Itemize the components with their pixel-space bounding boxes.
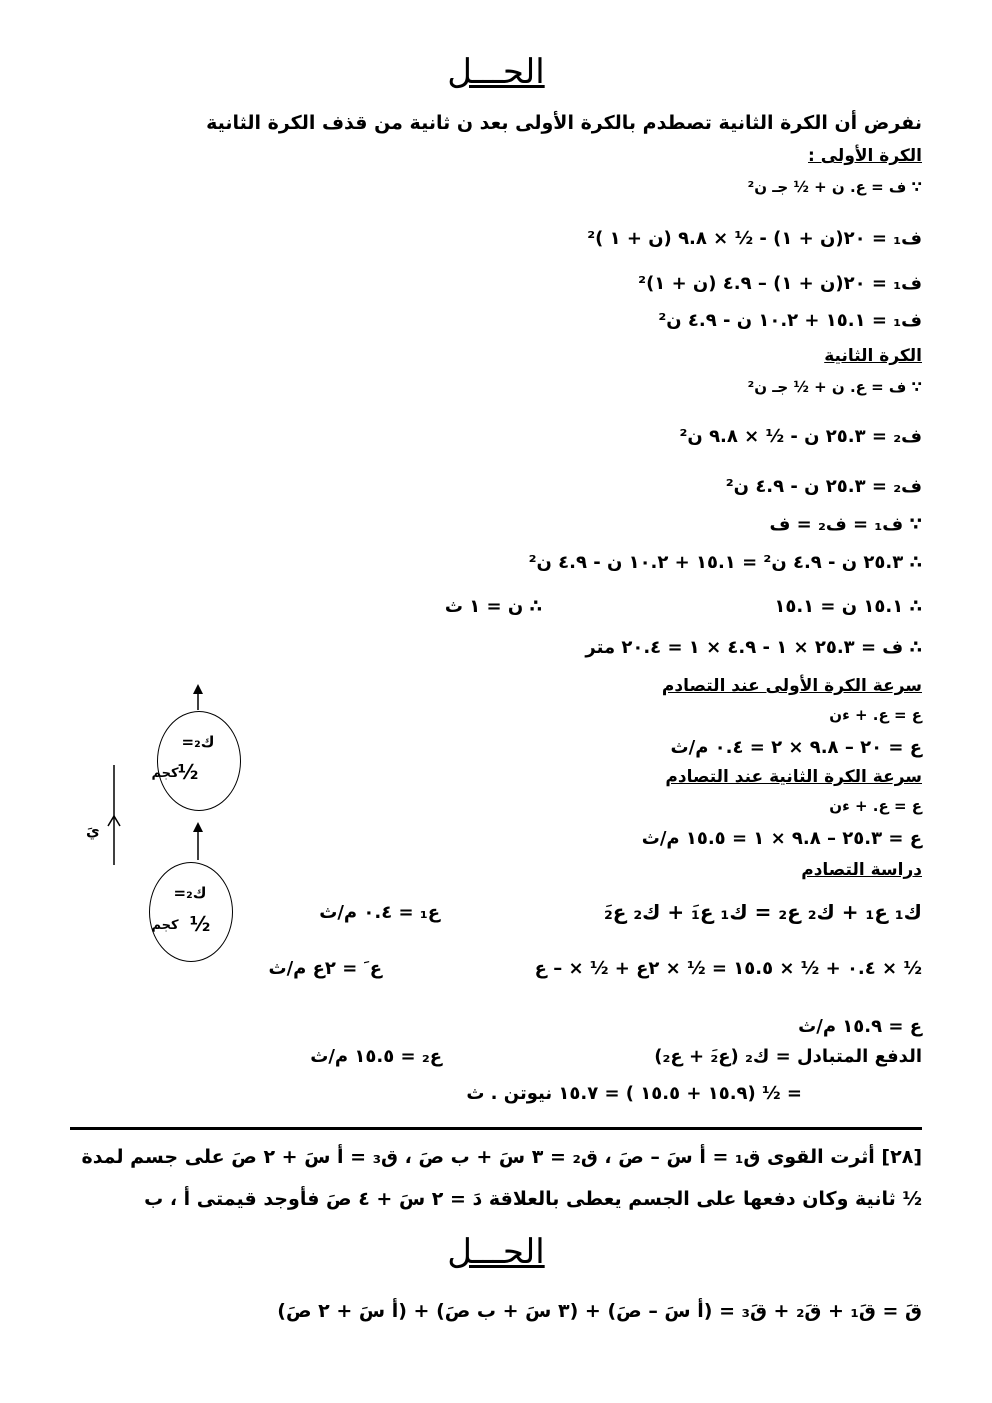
collision-result: ع = ١٥.٩ م/ث: [798, 1016, 922, 1037]
speed-second-calc: ع = ٢٥.٣ – ٩.٨ × ١ = ١٥.٥ م/ث: [641, 828, 922, 849]
collision-v1-prime: ع َ = ٢ع م/ث: [268, 958, 382, 979]
second-ball-eq4: ∴ ٢٥.٣ ن - ٤.٩ ن² = ١٥.١ + ١٠.٢ ن - ٤.٩ ن²: [528, 552, 922, 573]
solution2-heading: الحـــل: [447, 1232, 545, 1272]
speed-first-formula: ع = ع. + ءن: [829, 706, 922, 724]
ball-top-mass: ك₂=: [181, 733, 215, 751]
problem-line-1: [٢٨] أثرت القوى ق₁ = أ سَ – صَ ، ق₂ = ٣ سَ + ب صَ ، ق₃ = أ سَ + ٢ صَ على جسم لمدة: [81, 1146, 922, 1168]
second-ball-eq2: ف₂ = ٢٥.٣ ن - ٤.٩ ن²: [725, 476, 922, 497]
ball-bottom-unit: كجم: [151, 918, 179, 933]
second-ball-eq0: ∵ ف = ع. ن + ½ جـ ن²: [747, 378, 922, 396]
collision-title: دراسة التصادم: [801, 860, 922, 880]
speed-second-title: سرعة الكرة الثانية عند التصادم: [665, 767, 922, 787]
section-divider: [70, 1127, 922, 1130]
ball-bottom-half: ½: [189, 912, 211, 936]
first-ball-eq1: ف₁ = ٢٠(ن + ١) - ½ × ٩.٨ (ن + ١ )²: [587, 228, 922, 249]
first-ball-eq3: ف₁ = ١٥.١ + ١٠.٢ ن - ٤.٩ ن²: [658, 310, 922, 331]
first-ball-eq2: ف₁ = ٢٠(ن + ١) – ٤.٩ (ن + ١)²: [638, 273, 922, 294]
arrow-head-middle: [193, 822, 203, 832]
intro-text: نفرض أن الكرة الثانية تصطدم بالكرة الأولى بعد ن ثانية من قذف الكرة الثانية: [206, 112, 922, 134]
second-ball-eq6: ∴ ف = ٢٥.٣ × ١ - ٤.٩ × ١ = ٢٠.٤ متر: [585, 637, 922, 658]
collision-calc: ½ × ٠.٤ + ½ × ١٥.٥ = ½ × ٢ع + ½ × – ع: [534, 958, 922, 979]
ball-bottom-mass: ك₂=: [173, 884, 207, 902]
second-ball-title: الكرة الثانية: [824, 346, 922, 366]
speed-first-calc: ع = ٢٠ – ٩.٨ × ٢ = ٠.٤ م/ث: [670, 737, 922, 758]
first-ball-title: الكرة الأولى :: [808, 146, 922, 166]
impulse-label: الدفع المتبادل = ك₂ (ع₂َ + ع₂): [654, 1046, 922, 1067]
collision-momentum: ك₁ ع₁ + ك₂ ع₂ = ك₁ ع₁َ + ك₂ ع₂َ: [603, 900, 922, 924]
speed-second-formula: ع = ع. + ءن: [829, 797, 922, 815]
final-equation: قَ = قَ₁ + قَ₂ + قَ₃ = (أ سَ – صَ) + (٣ سَ + ب صَ) + (أ سَ + ٢ صَ): [277, 1300, 922, 1322]
ball-top-unit: كجم: [151, 766, 179, 781]
second-ball-eq1: ف₂ = ٢٥.٣ ن - ½ × ٩.٨ ن²: [679, 426, 922, 447]
speed-first-title: سرعة الكرة الأولى عند التصادم: [661, 676, 922, 696]
collision-v2: ع₂ = ١٥.٥ م/ث: [310, 1046, 442, 1067]
ball-top-half: ½: [177, 760, 199, 784]
first-ball-eq0: ∵ ف = ع. ن + ½ جـ ن²: [747, 178, 922, 196]
problem-line-2: ½ ثانية وكان دفعها على الجسم يعطى بالعلاقة دَ = ٢ سَ + ٤ صَ فأوجد قيمتى أ ، ب: [144, 1188, 922, 1210]
direction-label: يَ: [86, 822, 100, 840]
collision-v1: ع₁ = ٠.٤ م/ث: [319, 902, 440, 923]
arrow-head-top: [193, 684, 203, 694]
impulse-calc: = ½ (١٥.٩ + ١٥.٥ ) = ١٥.٧ نيوتن . ث: [466, 1083, 802, 1104]
solution-heading: الحـــل: [447, 52, 545, 92]
second-ball-eq3: ∵ ف₁ = ف₂ = ف: [769, 514, 922, 535]
second-ball-eq5b: ∴ ن = ١ ث: [444, 596, 542, 617]
second-ball-eq5a: ∴ ١٥.١ ن = ١٥.١: [774, 596, 922, 617]
